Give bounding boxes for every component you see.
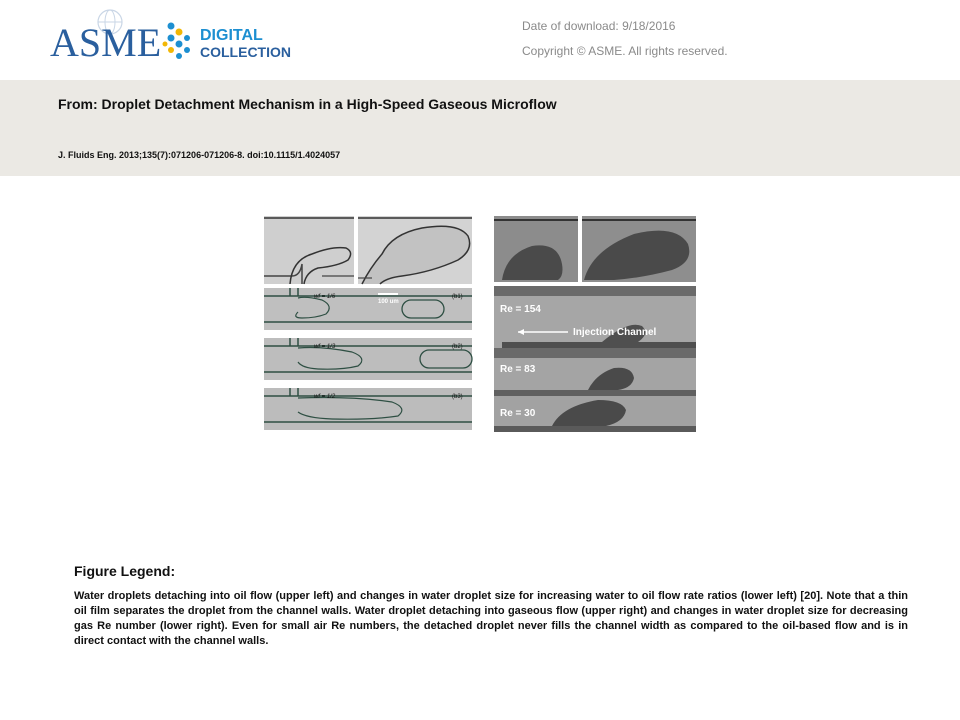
legend-text: Water droplets detaching into oil flow (upper left) and changes in water droplet size for increasing water to oil flow rate ratios (lower left) [20]. Note that a thin oil film separates the droplet from the channel walls. Water droplet detaching into gaseous flow (upper right) and changes in water droplet size for decreasing gas Re number (lower right). Even for small air Re numbers, the detached droplet never fills the channel width as compared to the oil-based flow and is in direct contact with the channel walls.	[74, 590, 908, 647]
oil-row-b2	[264, 338, 472, 380]
tag-b1: (b1)	[452, 294, 463, 300]
logo-brand: ASME	[50, 20, 162, 65]
re-label-154: Re = 154	[500, 304, 541, 315]
header	[0, 0, 960, 80]
legend-heading: Figure Legend:	[74, 563, 176, 579]
re-label-83: Re = 83	[500, 364, 536, 375]
gas-row-re83	[494, 358, 696, 396]
ratio-label-b2: wf = 1/3	[314, 344, 336, 350]
asme-digital-collection-logo	[48, 8, 338, 68]
download-date-value: 9/18/2016	[622, 19, 676, 33]
tag-b2: (b2)	[452, 344, 463, 350]
article-info-band	[0, 80, 960, 176]
oil-row-b3	[264, 388, 472, 430]
injection-channel-label: Injection Channel	[573, 327, 657, 338]
figure-image	[262, 214, 698, 434]
scale-bar-label: 100 um	[378, 299, 399, 305]
gas-row-re154	[494, 286, 696, 358]
article-citation: J. Fluids Eng. 2013;135(7):071206-071206-8. doi:10.1115/1.4024057	[58, 150, 341, 160]
logo-line-1: DIGITAL	[200, 27, 263, 44]
copyright: Copyright © ASME. All rights reserved.	[522, 44, 728, 58]
right-panel	[494, 216, 696, 432]
oil-row-b1	[264, 288, 472, 330]
re-label-30: Re = 30	[500, 408, 536, 419]
tag-b3: (b3)	[452, 394, 463, 400]
left-panel	[264, 216, 472, 430]
dots-icon	[163, 23, 191, 60]
download-date	[522, 19, 675, 33]
download-date-label: Date of download:	[522, 19, 619, 33]
ratio-label-b1: wf = 1/6	[314, 294, 336, 300]
article-title: From: Droplet Detachment Mechanism in a High-Speed Gaseous Microflow	[58, 96, 557, 112]
ratio-label-b3: wf = 1/2	[314, 394, 336, 400]
gas-row-re30	[494, 396, 696, 432]
logo-line-2: COLLECTION	[200, 44, 291, 60]
